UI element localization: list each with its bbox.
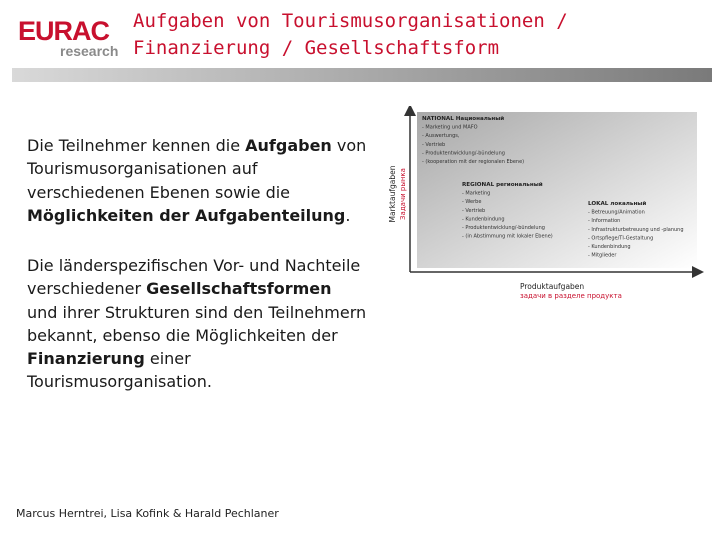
para1-text-3: .: [345, 205, 351, 225]
para1-bold-2: Möglichkeiten der Aufgabenteilung: [27, 205, 346, 225]
nat-item: - Produktentwicklung/-bündelung: [422, 150, 505, 157]
header-divider-bar: [12, 68, 712, 82]
para2-bold-2: Finanzierung: [27, 349, 145, 369]
logo-research: research: [60, 43, 119, 59]
para2-bold-1: Gesellschaftsformen: [146, 279, 332, 299]
paragraph-aufgaben: [27, 134, 367, 227]
title-line-2: Finanzierung / Gesellschaftsform: [133, 37, 500, 59]
task-diagram: [370, 106, 710, 306]
eurac-research-logo: [14, 16, 124, 62]
para1-text-2: von Tourismusorganisationen auf verschiedenen Ebenen sowie die: [27, 136, 367, 202]
nat-item: - Marketing und MAFO: [422, 124, 478, 131]
reg-item: - (in Abstimmung mit lokaler Ebene): [462, 233, 553, 240]
x-axis-label: Produktaufgaben: [520, 282, 585, 291]
loc-item: - Ortspflege/TI-Gestaltung: [588, 235, 654, 242]
slide-title: [133, 8, 693, 62]
y-axis-label-ru: Задачи рынка: [399, 168, 407, 220]
para1-bold-1: Aufgaben: [245, 136, 332, 155]
para2-text-3: einer Tourismusorganisation.: [27, 349, 212, 392]
title-line-1: Aufgaben von Tourismusorganisationen /: [133, 10, 568, 32]
reg-title: REGIONAL региональный: [462, 182, 543, 188]
para1-text-1: Die Teilnehmer kennen die: [27, 136, 246, 155]
loc-item: - Kundenbindung: [588, 244, 631, 250]
loc-item: - Betreuung/Animation: [588, 209, 645, 216]
y-axis-label: Marktaufgaben: [388, 165, 397, 223]
loc-title: LOKAL локальный: [588, 201, 647, 207]
reg-item: - Vertrieb: [462, 207, 486, 214]
para2-text-1: Die länderspezifischen Vor- und Nachteile verschiedener: [27, 256, 361, 299]
nat-title: NATIONAL Национальный: [422, 116, 505, 122]
nat-item: - Auswertungs,: [422, 133, 460, 140]
nat-item: - (kooperation mit der regionalen Ebene): [422, 159, 525, 165]
loc-item: - Infrastrukturbetreuung und -planung: [588, 226, 684, 233]
para2-text-2: und ihrer Strukturen sind den Teilnehmern bekannt, ebenso die Möglichkeiten der: [27, 302, 367, 345]
x-axis-label-ru: задачи в разделе продукта: [520, 292, 622, 300]
task-diagram-svg: [370, 106, 710, 306]
footer-authors: Marcus Herntrei, Lisa Kofink & Harald Pechlaner: [16, 507, 279, 520]
reg-item: - Marketing: [462, 190, 491, 197]
logo-eurac: EURAC: [18, 16, 110, 46]
loc-item: - Mitglieder: [588, 252, 617, 259]
nat-item: - Vertrieb: [422, 141, 446, 148]
loc-item: - Information: [588, 218, 621, 225]
paragraph-gesellschaftsformen: [27, 254, 367, 394]
reg-item: - Produktentwicklung/-bündelung: [462, 225, 545, 231]
reg-item: - Werbe: [462, 199, 482, 206]
reg-item: - Kundenbindung: [462, 216, 505, 223]
